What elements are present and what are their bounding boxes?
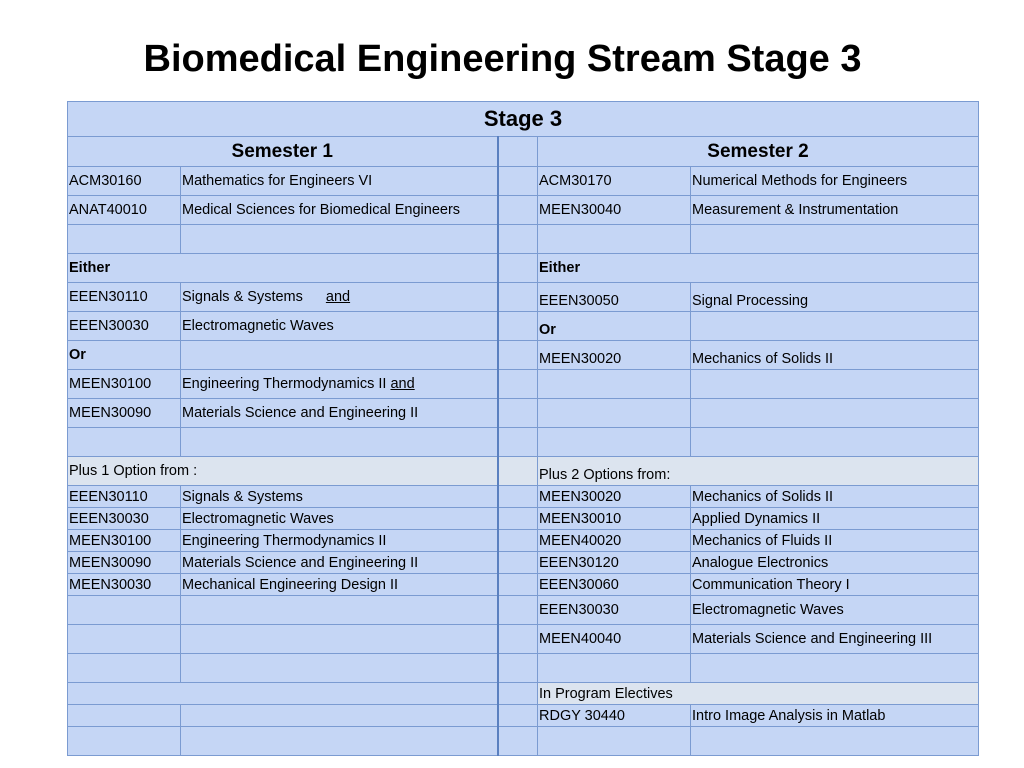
course-title: Mechanics of Fluids II [691,530,979,552]
course-code: MEEN30100 [68,370,181,399]
table-row [68,552,979,574]
or-label: Or [68,341,181,370]
course-code: EEEN30050 [538,283,691,312]
table-row [68,508,979,530]
either-label: Either [538,254,979,283]
table-row [68,428,979,457]
course-title: Engineering Thermodynamics II [181,530,498,552]
course-title: Materials Science and Engineering II [181,552,498,574]
course-code: ACM30170 [538,167,691,196]
course-code: MEEN40040 [538,625,691,654]
or-label: Or [538,312,691,341]
course-code: ANAT40010 [68,196,181,225]
semester-2-header: Semester 2 [538,137,979,167]
course-title: Electromagnetic Waves [691,596,979,625]
course-code: EEEN30110 [68,486,181,508]
either-label: Either [68,254,498,283]
table-row [68,683,979,705]
table-row [68,457,979,486]
course-title: Electromagnetic Waves [181,312,498,341]
table-row [68,196,979,225]
course-code: MEEN30020 [538,341,691,370]
course-title: Numerical Methods for Engineers [691,167,979,196]
course-code: ACM30160 [68,167,181,196]
table-row [68,530,979,552]
stage-header-row [68,102,979,137]
course-title: Intro Image Analysis in Matlab [691,705,979,727]
course-title: Mathematics for Engineers VI [181,167,498,196]
table-row [68,254,979,283]
course-code: EEEN30060 [538,574,691,596]
course-title: Communication Theory I [691,574,979,596]
options-label: Plus 2 Options from: [538,457,979,486]
table-row [68,167,979,196]
options-label: Plus 1 Option from : [68,457,498,486]
table-row [68,399,979,428]
table-row [68,370,979,399]
course-code: MEEN40020 [538,530,691,552]
table-row [68,705,979,727]
course-title: Signals & Systems [181,486,498,508]
electives-label: In Program Electives [538,683,979,705]
course-code: MEEN30090 [68,399,181,428]
course-code: MEEN30010 [538,508,691,530]
course-title: Applied Dynamics II [691,508,979,530]
table-row [68,596,979,625]
course-title: Electromagnetic Waves [181,508,498,530]
and-connector: and [390,376,415,392]
course-code: MEEN30090 [68,552,181,574]
course-code: EEEN30030 [68,312,181,341]
course-code: EEEN30110 [68,283,181,312]
table-row [68,341,979,370]
table-row [68,727,979,756]
course-code: MEEN30030 [68,574,181,596]
course-title: Analogue Electronics [691,552,979,574]
table-row [68,654,979,683]
table-row [68,312,979,341]
course-code: EEEN30030 [68,508,181,530]
course-title: Engineering Thermodynamics II [182,376,387,392]
course-title: Materials Science and Engineering II [181,399,498,428]
course-title: Materials Science and Engineering III [691,625,979,654]
course-title: Mechanics of Solids II [691,486,979,508]
course-code: EEEN30030 [538,596,691,625]
course-code: MEEN30020 [538,486,691,508]
course-code: MEEN30100 [68,530,181,552]
and-connector: and [325,289,351,305]
table-row [68,625,979,654]
course-title: Mechanics of Solids II [691,341,979,370]
table-row [68,486,979,508]
semester-header-row [68,137,979,167]
course-table [67,101,979,756]
course-code: EEEN30120 [538,552,691,574]
semester-1-header: Semester 1 [68,137,498,167]
stage-header: Stage 3 [68,102,979,137]
table-row [68,283,979,312]
page-title: Biomedical Engineering Stream Stage 3 [143,38,862,80]
course-title: Medical Sciences for Biomedical Engineers [181,196,498,225]
course-code: RDGY 30440 [538,705,691,727]
table-row [68,574,979,596]
course-title: Measurement & Instrumentation [691,196,979,225]
course-code: MEEN30040 [538,196,691,225]
table-row [68,225,979,254]
course-title: Signal Processing [691,283,979,312]
course-title: Mechanical Engineering Design II [181,574,498,596]
course-title: Signals & Systems [182,289,303,305]
